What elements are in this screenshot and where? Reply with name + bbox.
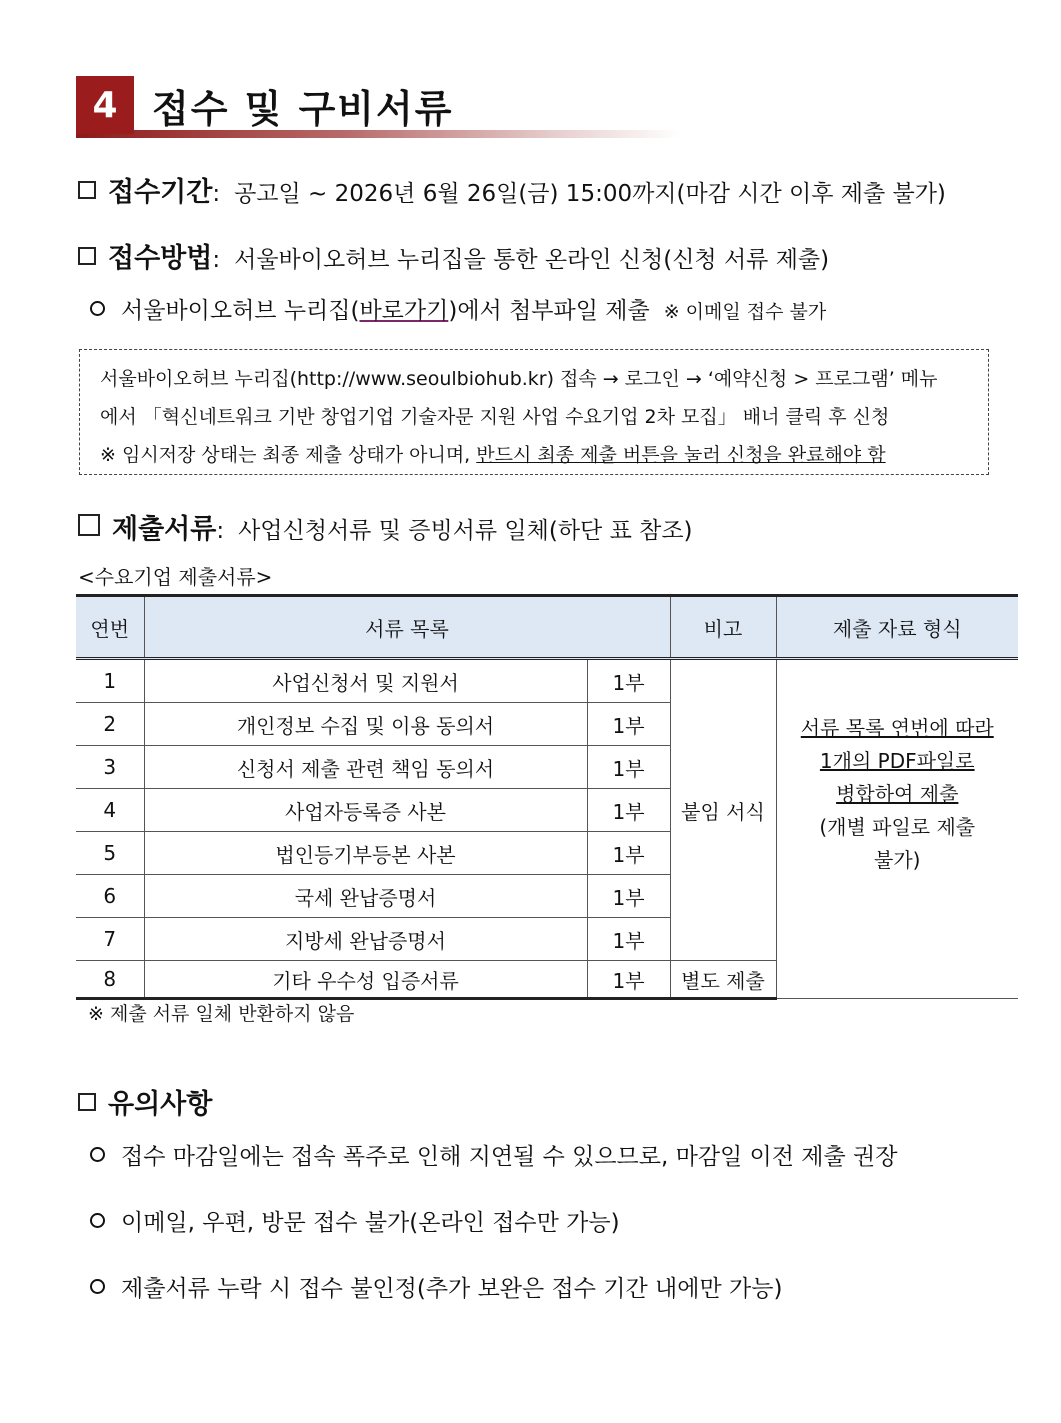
checkbox-square-icon	[78, 1093, 96, 1111]
row-qty: 1부	[587, 789, 670, 832]
format-line-2: 1개의 PDF파일로	[819, 748, 975, 773]
row-name: 기타 우수성 입증서류	[144, 961, 587, 999]
circle-bullet-icon	[90, 301, 105, 316]
row-name: 국세 완납증명서	[144, 875, 587, 918]
period-row	[78, 170, 946, 209]
notice-line-3-pre: ※ 임시저장 상태는 최종 제출 상태가 아니며,	[100, 444, 477, 466]
header-format: 제출 자료 형식	[776, 596, 1018, 659]
method-bullet-pre: 서울바이오허브 누리집(	[121, 298, 360, 324]
checkbox-square-icon	[78, 181, 96, 199]
row-no: 3	[76, 746, 144, 789]
row-no: 8	[76, 961, 144, 999]
row-name: 사업신청서 및 지원서	[144, 659, 587, 703]
format-line-5: 불가)	[874, 847, 921, 872]
row-name: 개인정보 수집 및 이용 동의서	[144, 703, 587, 746]
row-qty: 1부	[587, 703, 670, 746]
table-row	[76, 659, 1018, 703]
row-name: 법인등기부등본 사본	[144, 832, 587, 875]
method-bullet-note: ※ 이메일 접수 불가	[663, 301, 827, 323]
row-qty: 1부	[587, 832, 670, 875]
checkbox-square-icon	[78, 514, 100, 536]
checkbox-square-icon	[78, 247, 96, 265]
period-label: 접수기간	[108, 177, 213, 208]
notice-line-1: 서울바이오허브 누리집(http://www.seoulbiohub.kr) 접속 → 로그인 → ‘예약신청 > 프로그램’ 메뉴	[100, 368, 938, 390]
circle-bullet-icon	[90, 1213, 105, 1228]
method-bullet	[90, 292, 826, 325]
row-qty: 1부	[587, 659, 670, 703]
remark-separate: 별도 제출	[670, 961, 776, 999]
cautions-label: 유의사항	[108, 1089, 213, 1120]
row-no: 2	[76, 703, 144, 746]
remark-attached: 붙임 서식	[670, 659, 776, 961]
row-name: 지방세 완납증명서	[144, 918, 587, 961]
table-header-row	[76, 596, 1018, 659]
format-line-1: 서류 목록 연번에 따라	[800, 715, 994, 740]
caution-text: 이메일, 우편, 방문 접수 불가(온라인 접수만 가능)	[121, 1210, 620, 1236]
caution-text: 제출서류 누락 시 접수 불인정(추가 보완은 접수 기간 내에만 가능)	[121, 1276, 783, 1302]
circle-bullet-icon	[90, 1279, 105, 1294]
format-cell	[776, 659, 1018, 999]
period-text: 공고일 ~ 2026년 6월 26일(금) 15:00까지(마감 시간 이후 제출 불가)	[234, 181, 946, 207]
cautions-row	[78, 1082, 212, 1121]
method-bullet-post: )에서 첨부파일 제출	[448, 298, 650, 324]
caution-item	[90, 1270, 782, 1303]
caution-item	[90, 1204, 620, 1237]
docs-colon: :	[216, 518, 225, 544]
format-line-3: 병합하여 제출	[836, 781, 959, 806]
method-colon: :	[212, 247, 221, 273]
table-footnote: ※ 제출 서류 일체 반환하지 않음	[88, 1003, 355, 1025]
caution-text: 접수 마감일에는 접속 폭주로 인해 지연될 수 있으므로, 마감일 이전 제출 권장	[121, 1144, 898, 1170]
docs-label: 제출서류	[112, 514, 217, 545]
caution-item	[90, 1138, 898, 1171]
method-label: 접수방법	[108, 243, 213, 274]
row-qty: 1부	[587, 961, 670, 999]
documents-table	[76, 594, 1018, 1000]
row-qty: 1부	[587, 875, 670, 918]
row-no: 5	[76, 832, 144, 875]
row-name: 사업자등록증 사본	[144, 789, 587, 832]
method-text: 서울바이오허브 누리집을 통한 온라인 신청(신청 서류 제출)	[234, 247, 830, 273]
header-no: 연번	[76, 596, 144, 659]
notice-line-3	[100, 436, 988, 474]
row-no: 6	[76, 875, 144, 918]
row-qty: 1부	[587, 746, 670, 789]
method-row	[78, 236, 829, 275]
row-qty: 1부	[587, 918, 670, 961]
row-name: 신청서 제출 관련 책임 동의서	[144, 746, 587, 789]
row-no: 1	[76, 659, 144, 703]
row-no: 4	[76, 789, 144, 832]
section-title: 접수 및 구비서류	[152, 86, 454, 131]
header-remark: 비고	[670, 596, 776, 659]
period-colon: :	[212, 181, 221, 207]
homepage-link[interactable]: 바로가기	[359, 298, 449, 324]
docs-text: 사업신청서류 및 증빙서류 일체(하단 표 참조)	[238, 518, 693, 544]
row-no: 7	[76, 918, 144, 961]
notice-box	[79, 349, 989, 475]
header-list: 서류 목록	[144, 596, 670, 659]
notice-line-3-emphasis: 반드시 최종 제출 버튼을 눌러 신청을 완료해야 함	[476, 444, 886, 466]
docs-row	[78, 507, 693, 546]
table-caption: <수요기업 제출서류>	[78, 565, 273, 589]
circle-bullet-icon	[90, 1147, 105, 1162]
section-number: 4	[76, 76, 134, 134]
notice-line-2: 에서 「혁신네트워크 기반 창업기업 기술자문 지원 사업 수요기업 2차 모집」 배너 클릭 후 신청	[100, 406, 890, 428]
format-line-4: (개별 파일로 제출	[819, 814, 976, 839]
